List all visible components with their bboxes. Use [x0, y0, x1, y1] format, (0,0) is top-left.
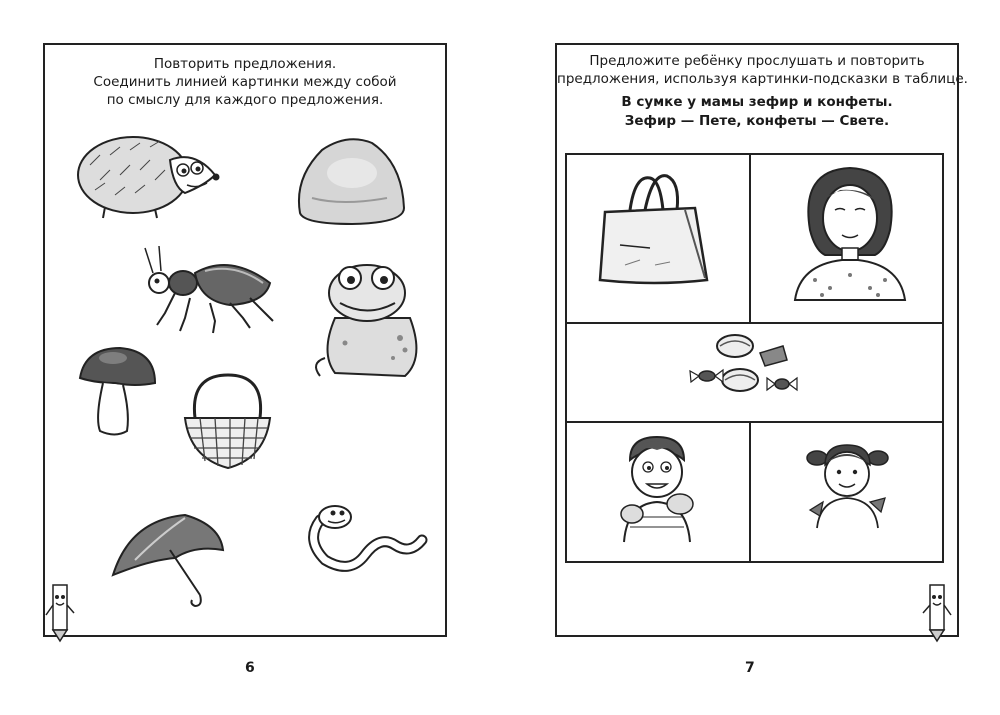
sentence-2: Зефир — Пете, конфеты — Свете.: [624, 113, 890, 129]
basket-icon: [180, 373, 275, 471]
pencil-mascot-icon: [922, 575, 952, 643]
instruction-line: Повторить предложения.: [153, 56, 337, 72]
page-number: 7: [745, 660, 755, 676]
instruction-line: по смыслу для каждого предложения.: [106, 92, 384, 108]
right-instructions: [557, 52, 968, 88]
snake-icon: [300, 500, 430, 575]
frog-icon: [305, 258, 430, 383]
woman-icon: [790, 160, 910, 305]
sweets-icon: [685, 328, 805, 403]
stone-icon: [292, 128, 410, 228]
page-number: 6: [245, 660, 255, 676]
boy-icon: [612, 432, 702, 544]
left-instructions: [45, 55, 445, 109]
instruction-line: Соединить линией картинки между собой: [93, 74, 397, 90]
umbrella-icon: [105, 510, 230, 610]
sentence-1: В сумке у мамы зефир и конфеты.: [621, 94, 893, 110]
handbag-icon: [595, 170, 715, 290]
mushroom-icon: [75, 343, 160, 438]
instruction-line: Предложите ребёнку прослушать и повторить: [589, 53, 925, 69]
pencil-mascot-icon: [45, 575, 75, 643]
beetle-icon: [135, 243, 285, 338]
girl-icon: [805, 440, 890, 530]
hedgehog-icon: [75, 125, 225, 220]
instruction-line: предложения, используя картинки-подсказки в таблице.: [557, 71, 968, 87]
